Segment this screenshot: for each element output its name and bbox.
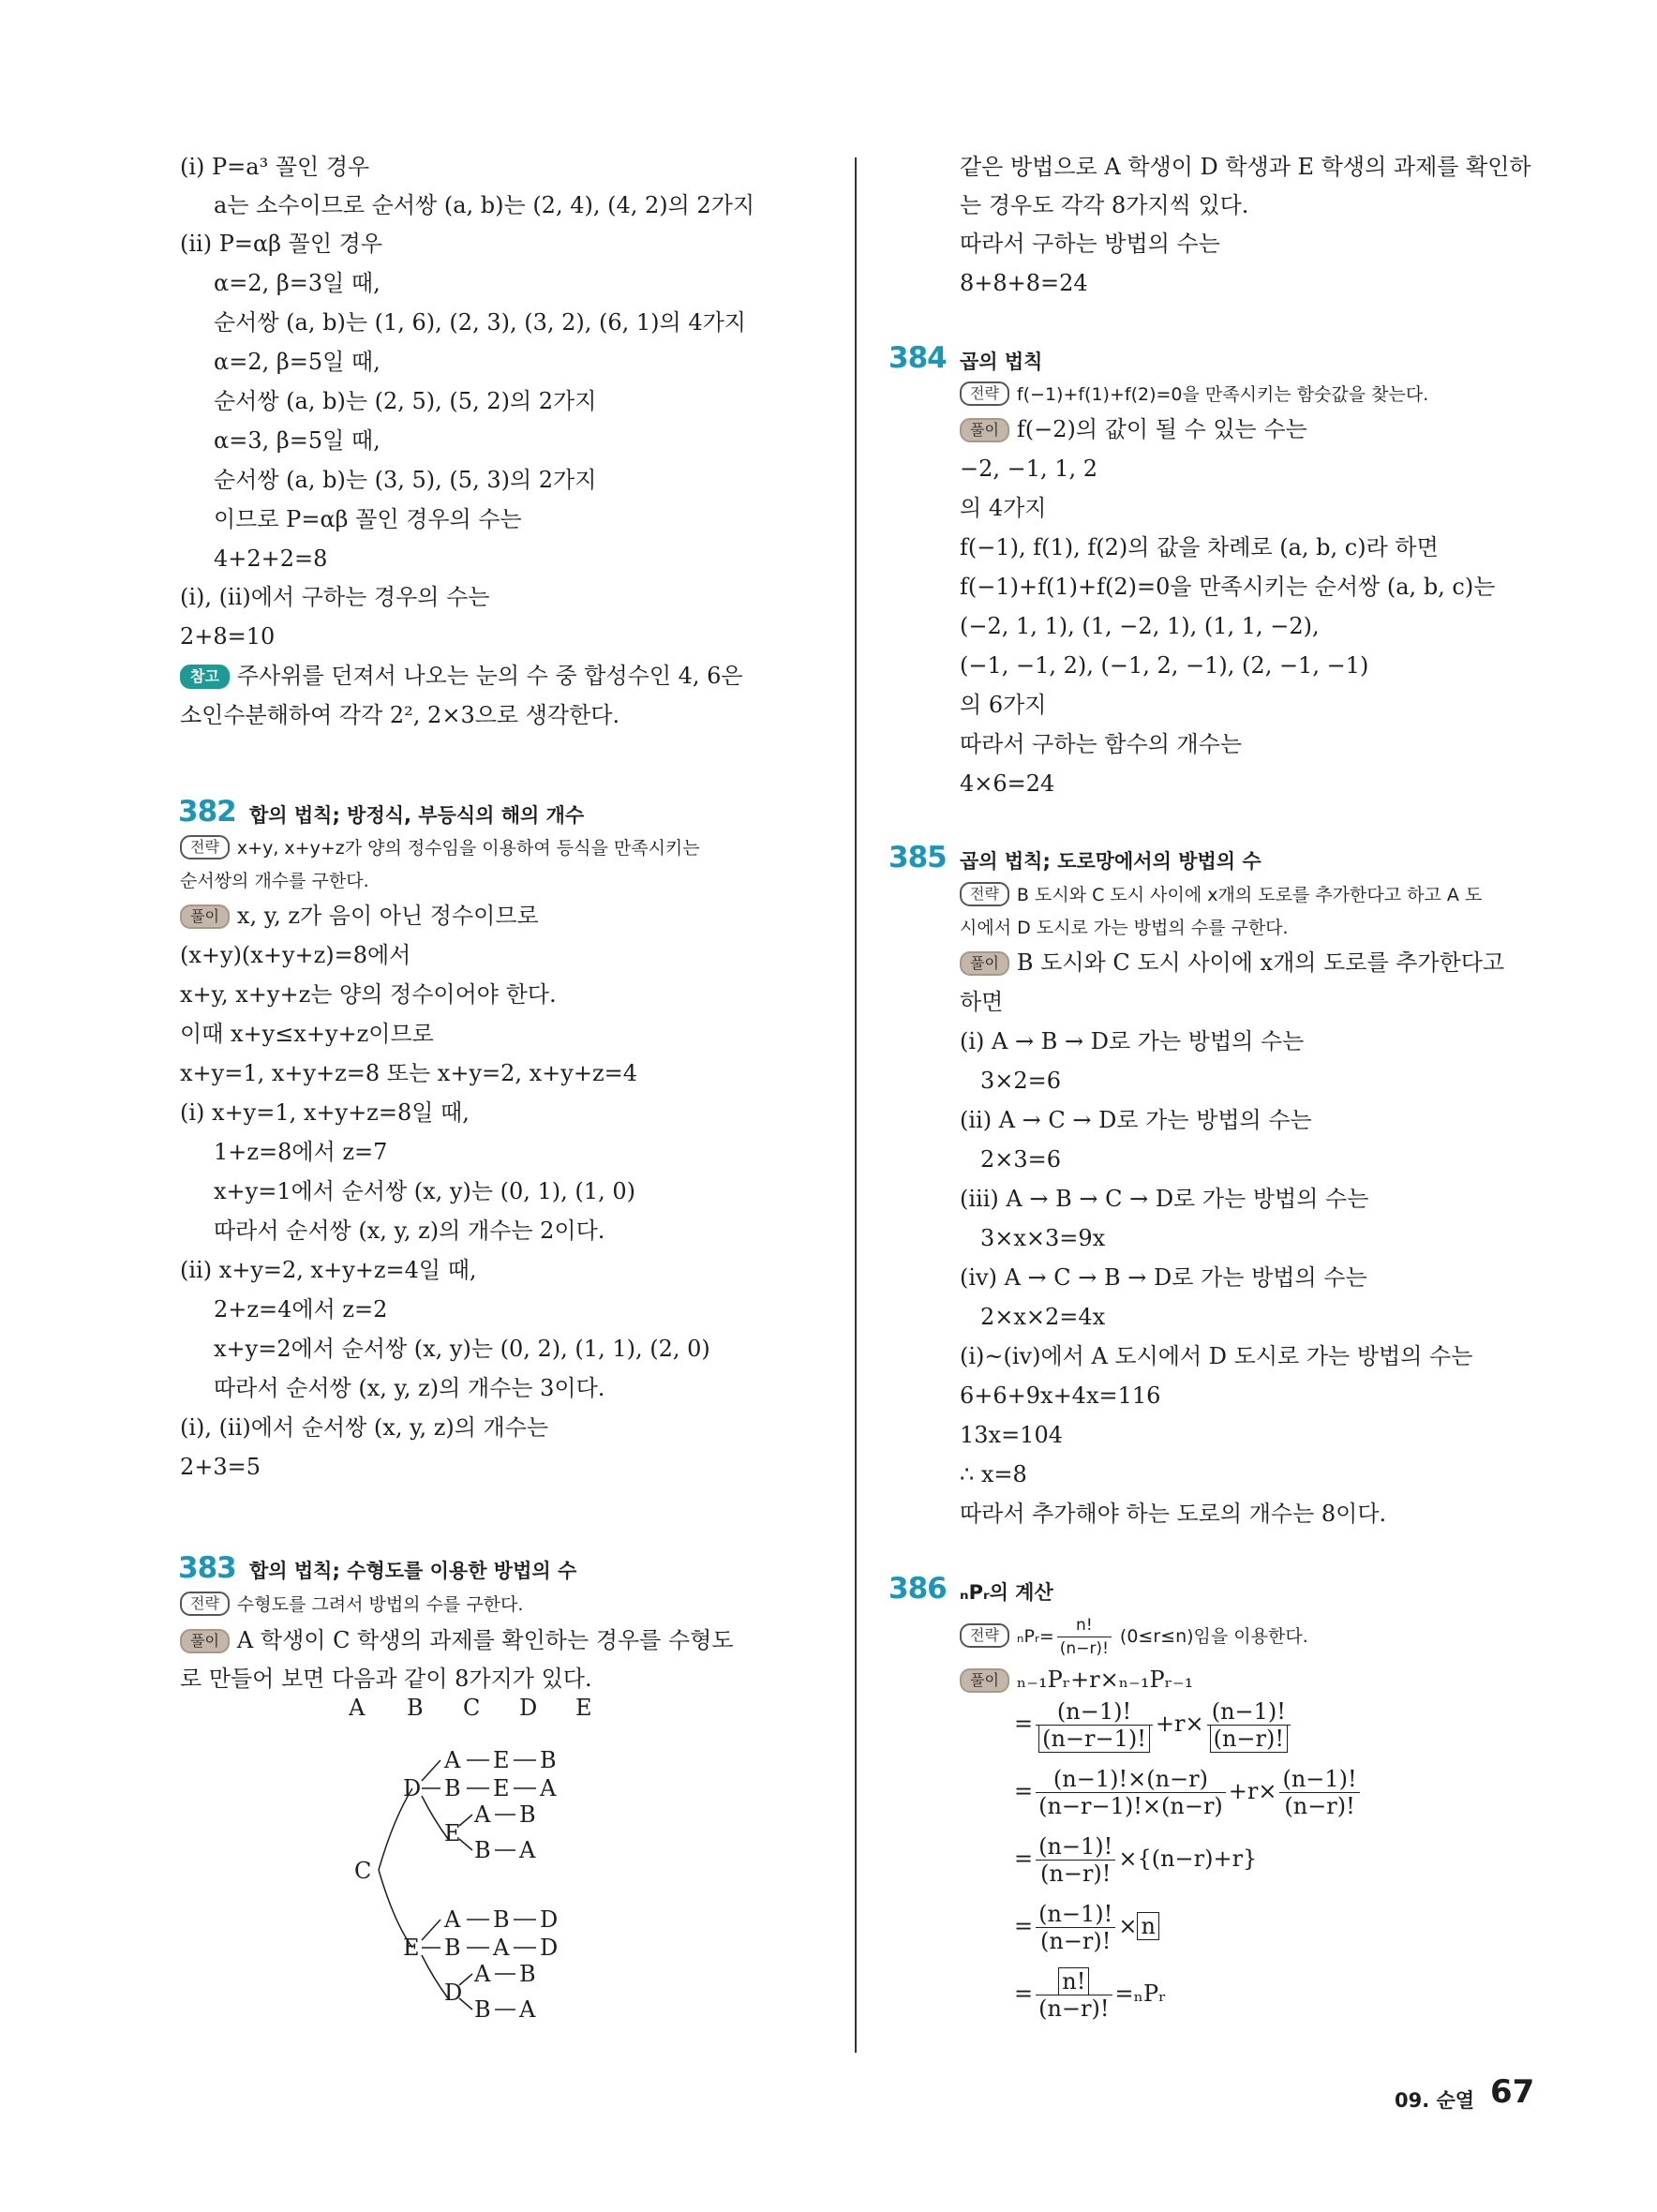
tree-node: A [493, 1935, 510, 1961]
strategy-badge: 전략 [180, 835, 230, 859]
text-line: 13x=104 [960, 1422, 1063, 1448]
tree-header-d: D [519, 1695, 538, 1721]
text-line: 4×6=24 [960, 770, 1055, 797]
tree-node: E [493, 1747, 510, 1773]
text-line: x+y=1에서 순서쌍 (x, y)는 (0, 1), (1, 0) [214, 1178, 635, 1204]
tree-node: E [403, 1935, 420, 1961]
strategy-badge: 전략 [180, 1592, 230, 1616]
text-line: 3×2=6 [980, 1068, 1062, 1094]
text-line: (ⅰ) P=a³ 꼴인 경우 [180, 154, 370, 180]
text-line: (−1, −1, 2), (−1, 2, −1), (2, −1, −1) [960, 652, 1369, 679]
text-line: (ⅰ)~(ⅳ)에서 A 도시에서 D 도시로 가는 방법의 수는 [960, 1343, 1473, 1369]
solution-badge: 풀이 [960, 1668, 1009, 1693]
strategy-line: 전략 B 도시와 C 도시 사이에 x개의 도로를 추가한다고 하고 A 도 [960, 881, 1482, 909]
text-line: 2×3=6 [980, 1146, 1062, 1173]
tree-header-b: B [407, 1695, 424, 1721]
text-line: ∴ x=8 [960, 1461, 1027, 1487]
text-line: (ⅰ) x+y=1, x+y+z=8일 때, [180, 1099, 470, 1126]
text-line: 2×x×2=4x [980, 1304, 1106, 1330]
text-line: (ⅱ) P=αβ 꼴인 경우 [180, 231, 383, 257]
solution-badge: 풀이 [180, 904, 230, 929]
strategy-badge: 전략 [960, 1623, 1009, 1648]
math-step: = $\frac{n!}{(n-r)!}$ =ₙPᵣ [1014, 1968, 1167, 2022]
tree-node: B [493, 1906, 510, 1933]
solution-line: 풀이 B 도시와 C 도시 사이에 x개의 도로를 추가한다고 [960, 949, 1504, 977]
problem-number: 384 [888, 341, 947, 375]
note-line: 소인수분해하여 각각 2², 2×3으로 생각한다. [180, 702, 620, 728]
math-step: = $\frac{(n-1)!}{(n-r)!}$ ×{(n−r)+r} [1014, 1833, 1258, 1887]
text-line: 1+z=8에서 z=7 [214, 1139, 388, 1165]
text-line: a는 소수이므로 순서쌍 (a, b)는 (2, 4), (4, 2)의 2가지 [214, 192, 755, 218]
text-line: 3×x×3=9x [980, 1225, 1106, 1251]
text-line: 이므로 P=αβ 꼴인 경우의 수는 [214, 506, 522, 532]
chapter-label: 09. 순열 [1395, 2089, 1475, 2112]
text-line: 2+8=10 [180, 623, 276, 650]
strategy-line: 순서쌍의 개수를 구한다. [180, 871, 369, 891]
tree-node: A [474, 1801, 491, 1828]
tree-node: B [540, 1747, 557, 1773]
text-line: 따라서 구하는 방법의 수는 [960, 231, 1220, 257]
tree-node: A [444, 1906, 461, 1933]
solution-badge: 풀이 [180, 1629, 230, 1653]
problem-title: ₙPᵣ의 계산 [960, 1581, 1053, 1604]
strategy-line: 전략 x+y, x+y+z가 양의 정수임을 이용하여 등식을 만족시키는 [180, 834, 700, 862]
text-line: 의 6가지 [960, 692, 1047, 718]
strategy-line: 전략 수형도를 그려서 방법의 수를 구한다. [180, 1591, 523, 1619]
text-line: 이때 x+y≤x+y+z이므로 [180, 1021, 434, 1047]
tree-node: E [444, 1820, 461, 1846]
text-line: 같은 방법으로 A 학생이 D 학생과 E 학생의 과제를 확인하 [960, 154, 1531, 180]
text-line: 순서쌍 (a, b)는 (2, 5), (5, 2)의 2가지 [214, 388, 597, 414]
text-line: α=3, β=5일 때, [214, 427, 381, 454]
text-line: x+y=1, x+y+z=8 또는 x+y=2, x+y+z=4 [180, 1060, 637, 1086]
tree-header-a: A [349, 1695, 366, 1721]
text-line: 는 경우도 각각 8가지씩 있다. [960, 192, 1249, 218]
math-step: = $\frac{(n-1)!\times(n-r)}{(n-r-1)!\times(n-r)}$ +r× $\frac{(n-1)!}{(n-r)!}$ [1014, 1766, 1363, 1819]
text-line: f(−1), f(1), f(2)의 값을 차례로 (a, b, c)라 하면 [960, 534, 1439, 560]
tree-node: B [519, 1961, 536, 1987]
tree-node: A [540, 1775, 557, 1801]
text-line: α=2, β=5일 때, [214, 349, 381, 375]
text-line: (ⅰ) A → B → D로 가는 방법의 수는 [960, 1028, 1305, 1054]
solution-line: 풀이 f(−2)의 값이 될 수 있는 수는 [960, 415, 1307, 443]
text-line: (ⅳ) A → C → B → D로 가는 방법의 수는 [960, 1264, 1367, 1291]
problem-title: 곱의 법칙 [960, 351, 1043, 373]
math-step: = $\frac{(n-1)!}{(n-r-1)!}$ +r× $\frac{(n-1)!}{(n-r)!}$ [1014, 1698, 1293, 1752]
text-line: −2, −1, 1, 2 [960, 456, 1098, 482]
text-line: (ⅰ), (ⅱ)에서 순서쌍 (x, y, z)의 개수는 [180, 1414, 549, 1441]
text-line: x+y, x+y+z는 양의 정수이어야 한다. [180, 981, 557, 1008]
tree-node: B [519, 1801, 536, 1828]
tree-node: A [519, 1837, 536, 1863]
text-line: (ⅰ), (ⅱ)에서 구하는 경우의 수는 [180, 584, 490, 610]
strategy-badge: 전략 [960, 381, 1009, 406]
math-step: = $\frac{(n-1)!}{(n-r)!}$ × n [1014, 1901, 1159, 1954]
text-line: (−2, 1, 1), (1, −2, 1), (1, 1, −2), [960, 613, 1320, 639]
tree-diagram [349, 1687, 649, 2053]
solution-line: 풀이 x, y, z가 음이 아닌 정수이므로 [180, 902, 539, 930]
text-line: (ⅱ) x+y=2, x+y+z=4일 때, [180, 1257, 477, 1283]
text-line: 따라서 추가해야 하는 도로의 개수는 8이다. [960, 1501, 1387, 1527]
text-line: 4+2+2=8 [214, 546, 328, 572]
text-line: (ⅱ) A → C → D로 가는 방법의 수는 [960, 1107, 1312, 1133]
tree-node: D [540, 1935, 559, 1961]
tree-node: B [474, 1996, 491, 2023]
tree-node: D [540, 1906, 559, 1933]
problem-title: 곱의 법칙; 도로망에서의 방법의 수 [960, 850, 1261, 873]
tree-node: A [474, 1961, 491, 1987]
problem-number: 385 [888, 841, 947, 874]
text-line: 2+3=5 [180, 1454, 261, 1480]
column-divider [855, 157, 857, 2053]
text-line: (ⅲ) A → B → C → D로 가는 방법의 수는 [960, 1186, 1369, 1212]
text-line: 의 4가지 [960, 495, 1047, 521]
tree-node: B [444, 1935, 461, 1961]
text-line: α=2, β=3일 때, [214, 270, 381, 296]
strategy-line: 시에서 D 도시로 가는 방법의 수를 구한다. [960, 918, 1289, 938]
tree-node: D [403, 1775, 422, 1801]
tree-node: B [444, 1775, 461, 1801]
text-line: 6+6+9x+4x=116 [960, 1382, 1161, 1409]
note-line: 참고 주사위를 던져서 나오는 눈의 수 중 합성수인 4, 6은 [180, 662, 743, 690]
note-badge: 참고 [180, 665, 230, 689]
tree-header-e: E [575, 1695, 592, 1721]
tree-node: C [354, 1858, 372, 1884]
text-line: 따라서 구하는 함수의 개수는 [960, 731, 1243, 757]
tree-header-c: C [463, 1695, 481, 1721]
text-line: 따라서 순서쌍 (x, y, z)의 개수는 3이다. [214, 1375, 605, 1401]
problem-number: 386 [888, 1572, 947, 1606]
tree-node: A [519, 1996, 536, 2023]
text-line: 로 만들어 보면 다음과 같이 8가지가 있다. [180, 1666, 592, 1692]
problem-title: 합의 법칙; 방정식, 부등식의 해의 개수 [249, 804, 585, 827]
tree-node: D [444, 1980, 463, 2006]
tree-node: B [474, 1837, 491, 1863]
solution-badge: 풀이 [960, 951, 1009, 976]
solution-line: 풀이 A 학생이 C 학생의 과제를 확인하는 경우를 수형도 [180, 1626, 734, 1654]
strategy-badge: 전략 [960, 882, 1009, 906]
tree-node: E [493, 1775, 510, 1801]
strategy-line: 전략 ₙPᵣ= $\frac{n!}{(n-r)!}$ (0≤r≤n)임을 이용한다. [960, 1614, 1308, 1660]
text-line: x+y=2에서 순서쌍 (x, y)는 (0, 2), (1, 1), (2, 0) [214, 1336, 710, 1362]
tree-node: A [444, 1747, 461, 1773]
problem-title: 합의 법칙; 수형도를 이용한 방법의 수 [249, 1560, 577, 1582]
text-line: 따라서 순서쌍 (x, y, z)의 개수는 2이다. [214, 1218, 605, 1244]
strategy-line: 전략 f(−1)+f(1)+f(2)=0을 만족시키는 함숫값을 찾는다. [960, 381, 1428, 409]
text-line: 순서쌍 (a, b)는 (1, 6), (2, 3), (3, 2), (6, 1)의 4가지 [214, 309, 746, 336]
problem-number: 382 [178, 795, 236, 829]
solution-line: 풀이 ₙ₋₁Pᵣ+r×ₙ₋₁Pᵣ₋₁ [960, 1666, 1193, 1694]
text-line: 하면 [960, 989, 1004, 1015]
problem-number: 383 [178, 1551, 236, 1585]
solution-badge: 풀이 [960, 418, 1009, 442]
page-number: 67 [1490, 2073, 1535, 2111]
text-line: f(−1)+f(1)+f(2)=0을 만족시키는 순서쌍 (a, b, c)는 [960, 574, 1496, 600]
text-line: 8+8+8=24 [960, 270, 1088, 296]
text-line: (x+y)(x+y+z)=8에서 [180, 942, 411, 968]
text-line: 2+z=4에서 z=2 [214, 1296, 388, 1323]
text-line: 순서쌍 (a, b)는 (3, 5), (5, 3)의 2가지 [214, 467, 597, 493]
